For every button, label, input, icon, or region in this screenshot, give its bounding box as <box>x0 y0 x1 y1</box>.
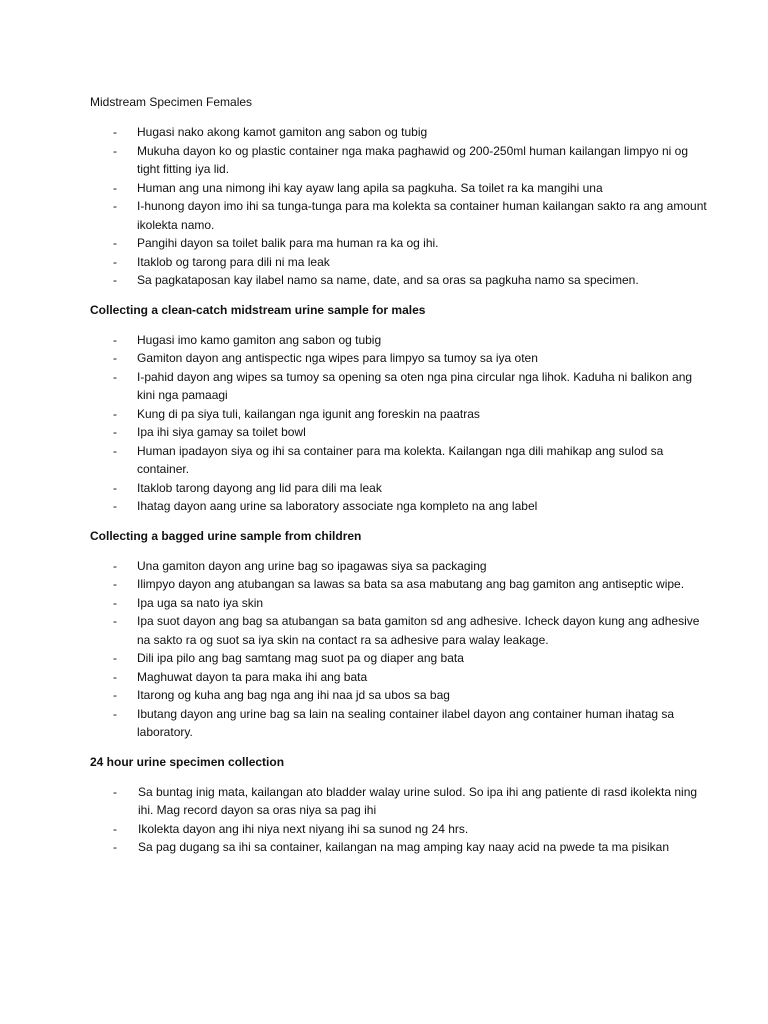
list-item <box>90 142 708 179</box>
list-item-text: Itarong og kuha ang bag nga ang ihi naa jd sa ubos sa bag <box>137 688 450 702</box>
list-item <box>90 271 708 290</box>
bullet: - <box>113 425 117 439</box>
list-item-text: I-hunong dayon imo ihi sa tunga-tunga para ma kolekta sa container human kailangan sakto ra ang amount ikolekta namo. <box>137 199 707 232</box>
bullet: - <box>113 614 117 628</box>
step-list <box>90 331 708 516</box>
list-item <box>90 442 708 479</box>
bullet: - <box>113 143 117 158</box>
list-item-text: Sa buntag inig mata, kailangan ato bladder walay urine sulod. So ipa ihi ang patiente di rasd ikolekta ning ihi. Mag record dayon sa oras niya sa pag ihi <box>138 784 698 817</box>
bullet: - <box>113 180 117 195</box>
list-item-text: Una gamiton dayon ang urine bag so ipagawas siya sa packaging <box>137 558 487 573</box>
list-item <box>90 179 708 198</box>
list-item <box>90 497 708 516</box>
list-item-text: Ipa ihi siya gamay sa toilet bowl <box>137 425 306 439</box>
section-female-midstream <box>90 94 708 290</box>
list-item <box>90 349 708 368</box>
section-heading: Collecting a clean-catch midstream urine sample for males <box>90 302 426 317</box>
list-item-text: Gamiton dayon ang antispectic nga wipes para limpyo sa tumoy sa iya oten <box>137 351 538 365</box>
bullet: - <box>113 406 117 421</box>
list-item <box>90 838 708 857</box>
list-item-text: Kung di pa siya tuli, kailangan nga igunit ang foreskin na paatras <box>137 406 480 421</box>
list-item <box>90 368 708 405</box>
list-item <box>90 575 708 594</box>
section-children-bagged <box>90 528 708 742</box>
list-item-text: Human ang una nimong ihi kay ayaw lang apila sa pagkuha. Sa toilet ra ka mangihi una <box>137 180 603 195</box>
list-item <box>90 705 708 742</box>
section-heading: 24 hour urine specimen collection <box>90 754 285 769</box>
bullet: - <box>113 669 117 684</box>
list-item <box>90 331 708 350</box>
bullet: - <box>113 236 117 250</box>
list-item <box>90 612 708 649</box>
section-male-clean-catch <box>90 302 708 516</box>
bullet: - <box>113 254 117 269</box>
list-item-text: Ipa uga sa nato iya skin <box>137 595 264 610</box>
list-item-text: Sa pag dugang sa ihi sa container, kailangan na mag amping kay naay acid na pwede ta ma pisikan <box>138 840 670 854</box>
bullet: - <box>113 651 117 665</box>
list-item-text: Ilimpyo dayon ang atubangan sa lawas sa bata sa asa mabutang ang bag gamiton ang antiseptic wipe. <box>137 577 685 591</box>
list-item-text: Ipa suot dayon ang bag sa atubangan sa bata gamiton sd ang adhesive. Icheck dayon kung ang adhesive na sakto ra og suot sa iya skin na contact ra sa adhesive para walay leakage. <box>137 614 700 647</box>
bullet: - <box>113 332 117 347</box>
list-item-text: Ikolekta dayon ang ihi niya next niyang ihi sa sunod ng 24 hrs. <box>138 821 469 836</box>
list-item <box>90 479 708 498</box>
list-item-text: Mukuha dayon ko og plastic container nga maka paghawid og 200-250ml human kailangan limpyo ni og tight fitting iya lid. <box>137 143 689 176</box>
bullet: - <box>113 688 117 702</box>
bullet: - <box>113 369 117 384</box>
bullet: - <box>113 577 117 591</box>
bullet: - <box>113 706 117 721</box>
list-item <box>90 594 708 613</box>
list-item <box>90 557 708 576</box>
list-item <box>90 253 708 272</box>
list-item-text: Hugasi imo kamo gamiton ang sabon og tubig <box>137 332 382 347</box>
bullet: - <box>113 840 117 854</box>
bullet: - <box>113 443 117 458</box>
list-item-text: Maghuwat dayon ta para maka ihi ang bata <box>137 669 368 684</box>
list-item-text: Itaklob og tarong para dili ni ma leak <box>137 254 330 269</box>
list-item-text: Hugasi nako akong kamot gamiton ang sabon og tubig <box>137 125 428 139</box>
list-item-text: Itaklob tarong dayong ang lid para dili ma leak <box>137 480 382 495</box>
section-heading: Collecting a bagged urine sample from children <box>90 528 362 543</box>
step-list <box>90 557 708 742</box>
section-heading: Midstream Specimen Females <box>90 95 253 109</box>
bullet: - <box>113 480 117 495</box>
bullet: - <box>113 821 117 836</box>
list-item-text: Pangihi dayon sa toilet balik para ma human ra ka og ihi. <box>137 236 439 250</box>
list-item <box>90 820 708 839</box>
list-item-text: I-pahid dayon ang wipes sa tumoy sa opening sa oten nga pina circular nga lihok. Kaduha ni balikon ang kini nga pamaagi <box>137 369 693 402</box>
bullet: - <box>113 351 117 365</box>
bullet: - <box>113 199 117 213</box>
list-item-text: Sa pagkataposan kay ilabel namo sa name, date, and sa oras sa pagkuha namo sa specimen. <box>137 273 639 287</box>
list-item-text: Human ipadayon siya og ihi sa container para ma kolekta. Kailangan nga dili mahikap ang sulod sa container. <box>137 443 664 476</box>
list-item <box>90 686 708 705</box>
list-item <box>90 123 708 142</box>
bullet: - <box>113 499 117 513</box>
list-item-text: Dili ipa pilo ang bag samtang mag suot pa og diaper ang bata <box>137 651 464 665</box>
list-item <box>90 197 708 234</box>
list-item <box>90 423 708 442</box>
step-list <box>90 783 708 857</box>
list-item <box>90 668 708 687</box>
bullet: - <box>113 558 117 573</box>
step-list <box>90 123 708 290</box>
list-item <box>90 405 708 424</box>
section-24-hour <box>90 754 708 857</box>
bullet: - <box>113 595 117 610</box>
bullet: - <box>113 125 117 139</box>
bullet: - <box>113 273 117 287</box>
list-item-text: Ibutang dayon ang urine bag sa lain na sealing container ilabel dayon ang container human ihatag sa laboratory. <box>137 706 675 739</box>
bullet: - <box>113 784 117 799</box>
list-item <box>90 234 708 253</box>
list-item <box>90 649 708 668</box>
list-item-text: Ihatag dayon aang urine sa laboratory associate nga kompleto na ang label <box>137 499 538 513</box>
list-item <box>90 783 708 820</box>
